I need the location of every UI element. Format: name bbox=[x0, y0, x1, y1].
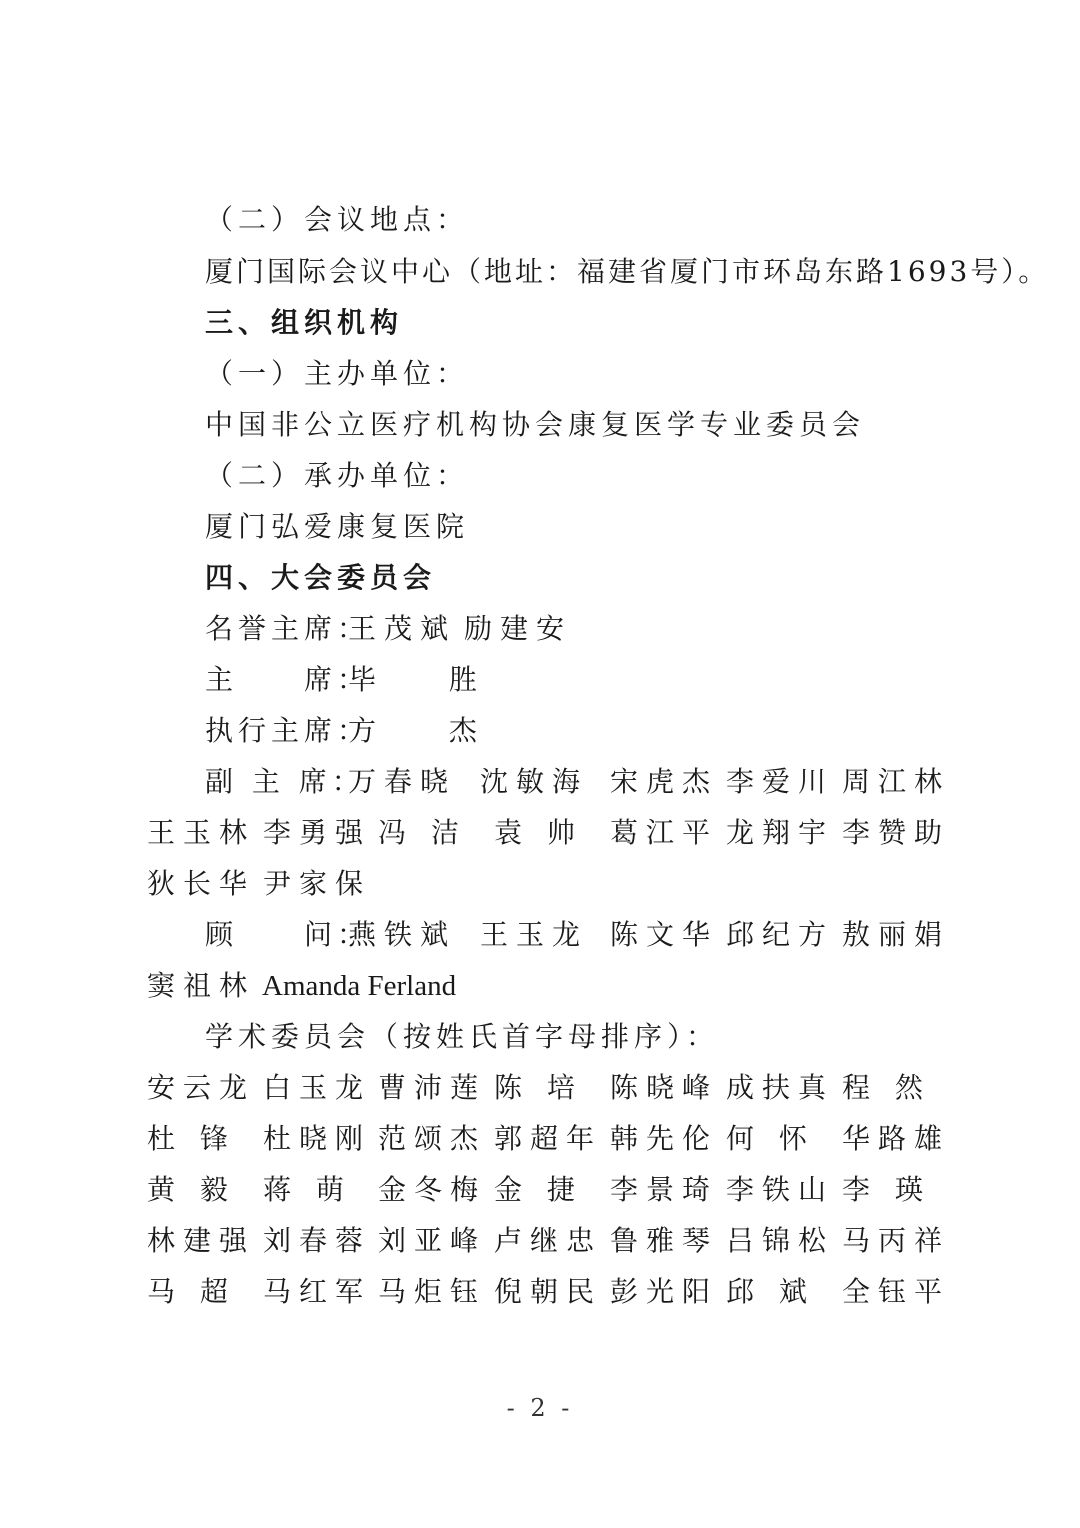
vice-chair-name: 周江林 bbox=[842, 765, 951, 798]
executive-chair-label: 执行主席： bbox=[205, 714, 371, 747]
academic-member-name: 郭超年 bbox=[494, 1122, 603, 1155]
academic-member-name: 金冬梅 bbox=[378, 1173, 487, 1206]
academic-member-name: 马炬钰 bbox=[378, 1275, 487, 1308]
academic-member-name: 金 捷 bbox=[494, 1173, 583, 1206]
vice-chair-name: 龙翔宇 bbox=[726, 816, 835, 849]
advisor-name: 陈文华 bbox=[610, 918, 719, 951]
honorary-chair-name: 励建安 bbox=[464, 612, 573, 645]
academic-committee-heading: 学术委员会（按姓氏首字母排序）： bbox=[205, 1020, 720, 1053]
academic-member-name: 范颂杰 bbox=[378, 1122, 487, 1155]
organization-heading: 三、组织机构 bbox=[205, 306, 404, 339]
academic-member-name: 陈晓峰 bbox=[610, 1071, 719, 1104]
academic-member-name: 陈 培 bbox=[494, 1071, 583, 1104]
academic-member-name: 蒋 萌 bbox=[263, 1173, 352, 1206]
academic-member-name: 马红军 bbox=[263, 1275, 372, 1308]
academic-member-name: 杜晓刚 bbox=[263, 1122, 372, 1155]
vice-chair-name: 葛江平 bbox=[610, 816, 719, 849]
vice-chair-name: 宋虎杰 bbox=[610, 765, 719, 798]
vice-chair-name: 王玉林 bbox=[147, 816, 256, 849]
academic-member-name: 杜 锋 bbox=[147, 1122, 236, 1155]
advisor-name: 燕铁斌 bbox=[348, 918, 457, 951]
academic-member-name: 吕锦松 bbox=[726, 1224, 835, 1257]
chair-label: 主 席： bbox=[205, 663, 371, 696]
advisor-name: 王玉龙 bbox=[480, 918, 589, 951]
academic-member-name: 白玉龙 bbox=[263, 1071, 372, 1104]
chair-name: 毕 胜 bbox=[348, 663, 509, 696]
academic-member-name: 刘春蓉 bbox=[263, 1224, 372, 1257]
committee-heading: 四、大会委员会 bbox=[205, 561, 437, 594]
academic-member-name: 李铁山 bbox=[726, 1173, 835, 1206]
organizer-heading: （二）承办单位： bbox=[205, 459, 470, 492]
academic-member-name: 鲁雅琴 bbox=[610, 1224, 719, 1257]
organizer-name: 厦门弘爱康复医院 bbox=[205, 510, 470, 543]
vice-chair-name: 尹家保 bbox=[263, 867, 372, 900]
vice-chair-name: 冯 洁 bbox=[378, 816, 467, 849]
academic-member-name: 李 瑛 bbox=[842, 1173, 931, 1206]
academic-member-name: 何 怀 bbox=[726, 1122, 815, 1155]
academic-member-name: 邱 斌 bbox=[726, 1275, 815, 1308]
academic-member-name: 全钰平 bbox=[842, 1275, 951, 1308]
academic-member-name: 彭光阳 bbox=[610, 1275, 719, 1308]
academic-member-name: 李景琦 bbox=[610, 1173, 719, 1206]
honorary-chair-label: 名誉主席： bbox=[205, 612, 371, 645]
advisor-label: 顾 问： bbox=[205, 918, 371, 951]
advisor-name: 敖丽娟 bbox=[842, 918, 951, 951]
venue-heading: （二）会议地点： bbox=[205, 203, 470, 236]
academic-member-name: 成扶真 bbox=[726, 1071, 835, 1104]
academic-member-name: 马丙祥 bbox=[842, 1224, 951, 1257]
vice-chair-name: 李赞助 bbox=[842, 816, 951, 849]
venue-address: 厦门国际会议中心（地址：福建省厦门市环岛东路1693号）。 bbox=[205, 255, 1050, 288]
academic-member-name: 刘亚峰 bbox=[378, 1224, 487, 1257]
vice-chair-name: 沈敏海 bbox=[480, 765, 589, 798]
host-heading: （一）主办单位： bbox=[205, 357, 470, 390]
vice-chair-name: 袁 帅 bbox=[494, 816, 583, 849]
academic-member-name: 黄 毅 bbox=[147, 1173, 236, 1206]
vice-chair-label: 副 主 席： bbox=[205, 765, 365, 798]
vice-chair-name: 李爱川 bbox=[726, 765, 835, 798]
academic-member-name: 韩先伦 bbox=[610, 1122, 719, 1155]
academic-member-name: 马 超 bbox=[147, 1275, 236, 1308]
academic-member-name: 程 然 bbox=[842, 1071, 931, 1104]
academic-member-name: 卢继忠 bbox=[494, 1224, 603, 1257]
advisor-name: 窦祖林 bbox=[147, 969, 256, 1002]
executive-chair-name: 方 杰 bbox=[348, 714, 509, 747]
vice-chair-name: 万春晓 bbox=[348, 765, 457, 798]
academic-member-name: 华路雄 bbox=[842, 1122, 951, 1155]
academic-member-name: 安云龙 bbox=[147, 1071, 256, 1104]
academic-member-name: 倪朝民 bbox=[494, 1275, 603, 1308]
vice-chair-name: 李勇强 bbox=[263, 816, 372, 849]
advisor-name: Amanda Ferland bbox=[262, 970, 457, 1002]
vice-chair-name: 狄长华 bbox=[147, 867, 256, 900]
advisor-name: 邱纪方 bbox=[726, 918, 835, 951]
page-number: - 2 - bbox=[506, 1394, 574, 1422]
host-name: 中国非公立医疗机构协会康复医学专业委员会 bbox=[205, 408, 866, 441]
academic-member-name: 曹沛莲 bbox=[378, 1071, 487, 1104]
honorary-chair-name: 王茂斌 bbox=[348, 612, 457, 645]
academic-member-name: 林建强 bbox=[147, 1224, 256, 1257]
